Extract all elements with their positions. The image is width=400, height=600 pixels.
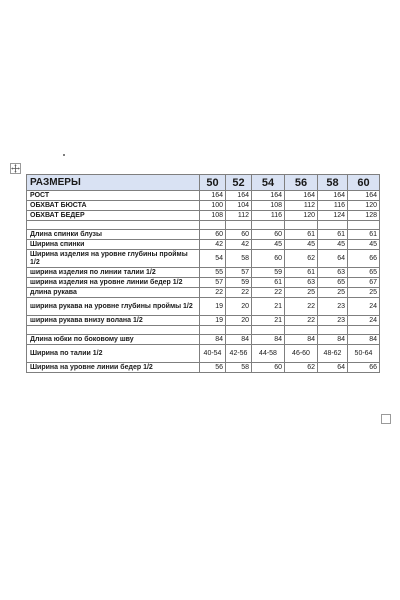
- row-value: 164: [226, 191, 252, 201]
- row-value: 24: [348, 316, 380, 326]
- table-row: [27, 211, 380, 221]
- row-value: 60: [200, 230, 226, 240]
- table-row: [27, 278, 380, 288]
- row-value: 63: [285, 278, 318, 288]
- row-value: 23: [318, 316, 348, 326]
- row-value: 56: [200, 363, 226, 373]
- row-value: 84: [285, 335, 318, 345]
- row-value: 20: [226, 298, 252, 316]
- row-value: [348, 221, 380, 230]
- row-value: 124: [318, 211, 348, 221]
- table-row: [27, 191, 380, 201]
- table-move-handle-icon[interactable]: [10, 163, 21, 174]
- row-value: 116: [318, 201, 348, 211]
- row-label: ширина изделия по линии талии 1/2: [27, 268, 200, 278]
- table-header-row: [27, 175, 380, 191]
- row-value: 112: [285, 201, 318, 211]
- row-value: 164: [252, 191, 285, 201]
- row-value: 63: [318, 268, 348, 278]
- row-value: [285, 221, 318, 230]
- row-value: 57: [226, 268, 252, 278]
- row-value: 60: [252, 363, 285, 373]
- table-row: [27, 363, 380, 373]
- row-value: 84: [200, 335, 226, 345]
- row-label: Длина спинки блузы: [27, 230, 200, 240]
- table-row: [27, 345, 380, 363]
- row-value: 40-54: [200, 345, 226, 363]
- row-value: 61: [285, 268, 318, 278]
- row-value: 116: [252, 211, 285, 221]
- row-value: 66: [348, 250, 380, 268]
- row-value: 45: [318, 240, 348, 250]
- row-value: 64: [318, 250, 348, 268]
- row-value: 62: [285, 363, 318, 373]
- row-value: [226, 326, 252, 335]
- row-value: 67: [348, 278, 380, 288]
- row-value: 46-60: [285, 345, 318, 363]
- row-value: 61: [348, 230, 380, 240]
- row-value: 50-64: [348, 345, 380, 363]
- row-value: 22: [226, 288, 252, 298]
- row-value: 45: [252, 240, 285, 250]
- row-value: 64: [318, 363, 348, 373]
- row-value: 164: [318, 191, 348, 201]
- row-value: 48-62: [318, 345, 348, 363]
- row-value: 84: [226, 335, 252, 345]
- header-size-50: 50: [200, 175, 226, 191]
- row-value: 62: [285, 250, 318, 268]
- header-label: РАЗМЕРЫ: [27, 175, 200, 191]
- row-value: 61: [318, 230, 348, 240]
- row-value: 120: [285, 211, 318, 221]
- row-value: 100: [200, 201, 226, 211]
- row-label: РОСТ: [27, 191, 200, 201]
- row-value: [252, 326, 285, 335]
- row-value: 59: [252, 268, 285, 278]
- row-value: 164: [200, 191, 226, 201]
- row-label: ОБХВАТ БЕДЕР: [27, 211, 200, 221]
- row-value: 20: [226, 316, 252, 326]
- row-value: 42-56: [226, 345, 252, 363]
- row-value: 112: [226, 211, 252, 221]
- row-value: 42: [200, 240, 226, 250]
- row-value: 21: [252, 298, 285, 316]
- table-row: [27, 201, 380, 211]
- row-value: 84: [252, 335, 285, 345]
- table-row: [27, 268, 380, 278]
- table-row: [27, 326, 380, 335]
- stray-dot: [63, 154, 65, 156]
- row-value: 65: [348, 268, 380, 278]
- row-value: 22: [200, 288, 226, 298]
- row-value: [348, 326, 380, 335]
- row-value: 25: [318, 288, 348, 298]
- row-label: Длина юбки по боковому шву: [27, 335, 200, 345]
- row-value: 108: [200, 211, 226, 221]
- row-value: [200, 326, 226, 335]
- row-value: 57: [200, 278, 226, 288]
- row-value: 84: [348, 335, 380, 345]
- row-value: 58: [226, 250, 252, 268]
- row-value: 58: [226, 363, 252, 373]
- row-value: 25: [285, 288, 318, 298]
- row-value: 24: [348, 298, 380, 316]
- row-label: ширина рукава на уровне глубины проймы 1/2: [27, 298, 200, 316]
- row-value: [226, 221, 252, 230]
- header-size-52: 52: [226, 175, 252, 191]
- row-value: 44-58: [252, 345, 285, 363]
- row-value: 19: [200, 316, 226, 326]
- row-label: Ширина спинки: [27, 240, 200, 250]
- table-row: [27, 298, 380, 316]
- header-size-56: 56: [285, 175, 318, 191]
- row-value: 59: [226, 278, 252, 288]
- row-value: 22: [285, 316, 318, 326]
- size-chart-table: [26, 174, 380, 373]
- row-value: 164: [285, 191, 318, 201]
- size-chart-body: [27, 175, 380, 373]
- table-row: [27, 335, 380, 345]
- row-value: 23: [318, 298, 348, 316]
- row-value: 84: [318, 335, 348, 345]
- row-value: 104: [226, 201, 252, 211]
- row-value: 22: [285, 298, 318, 316]
- row-value: 21: [252, 316, 285, 326]
- row-value: 19: [200, 298, 226, 316]
- row-value: [318, 221, 348, 230]
- row-label: ОБХВАТ БЮСТА: [27, 201, 200, 211]
- row-label: [27, 221, 200, 230]
- table-row: [27, 316, 380, 326]
- row-label: Ширина по талии 1/2: [27, 345, 200, 363]
- table-row: [27, 221, 380, 230]
- table-row: [27, 240, 380, 250]
- row-value: 60: [252, 230, 285, 240]
- row-value: [318, 326, 348, 335]
- row-value: 66: [348, 363, 380, 373]
- row-label: ширина изделия на уровне линии бедер 1/2: [27, 278, 200, 288]
- row-value: 55: [200, 268, 226, 278]
- row-value: [285, 326, 318, 335]
- row-value: 60: [226, 230, 252, 240]
- row-value: 128: [348, 211, 380, 221]
- row-label: Ширина изделия на уровне глубины проймы 1/2: [27, 250, 200, 268]
- row-value: 65: [318, 278, 348, 288]
- row-label: Ширина на уровне линии бедер 1/2: [27, 363, 200, 373]
- table-row: [27, 230, 380, 240]
- row-value: 61: [285, 230, 318, 240]
- row-value: 25: [348, 288, 380, 298]
- header-size-60: 60: [348, 175, 380, 191]
- row-label: ширина рукава внизу волана 1/2: [27, 316, 200, 326]
- row-value: 120: [348, 201, 380, 211]
- row-value: 22: [252, 288, 285, 298]
- header-size-58: 58: [318, 175, 348, 191]
- table-row: [27, 288, 380, 298]
- header-size-54: 54: [252, 175, 285, 191]
- row-value: 54: [200, 250, 226, 268]
- row-value: 164: [348, 191, 380, 201]
- row-label: [27, 326, 200, 335]
- row-value: 108: [252, 201, 285, 211]
- row-value: [252, 221, 285, 230]
- row-value: 61: [252, 278, 285, 288]
- table-row: [27, 250, 380, 268]
- row-value: 45: [285, 240, 318, 250]
- row-value: 60: [252, 250, 285, 268]
- row-value: 42: [226, 240, 252, 250]
- table-resize-handle[interactable]: [381, 414, 391, 424]
- row-label: длина рукава: [27, 288, 200, 298]
- row-value: 45: [348, 240, 380, 250]
- row-value: [200, 221, 226, 230]
